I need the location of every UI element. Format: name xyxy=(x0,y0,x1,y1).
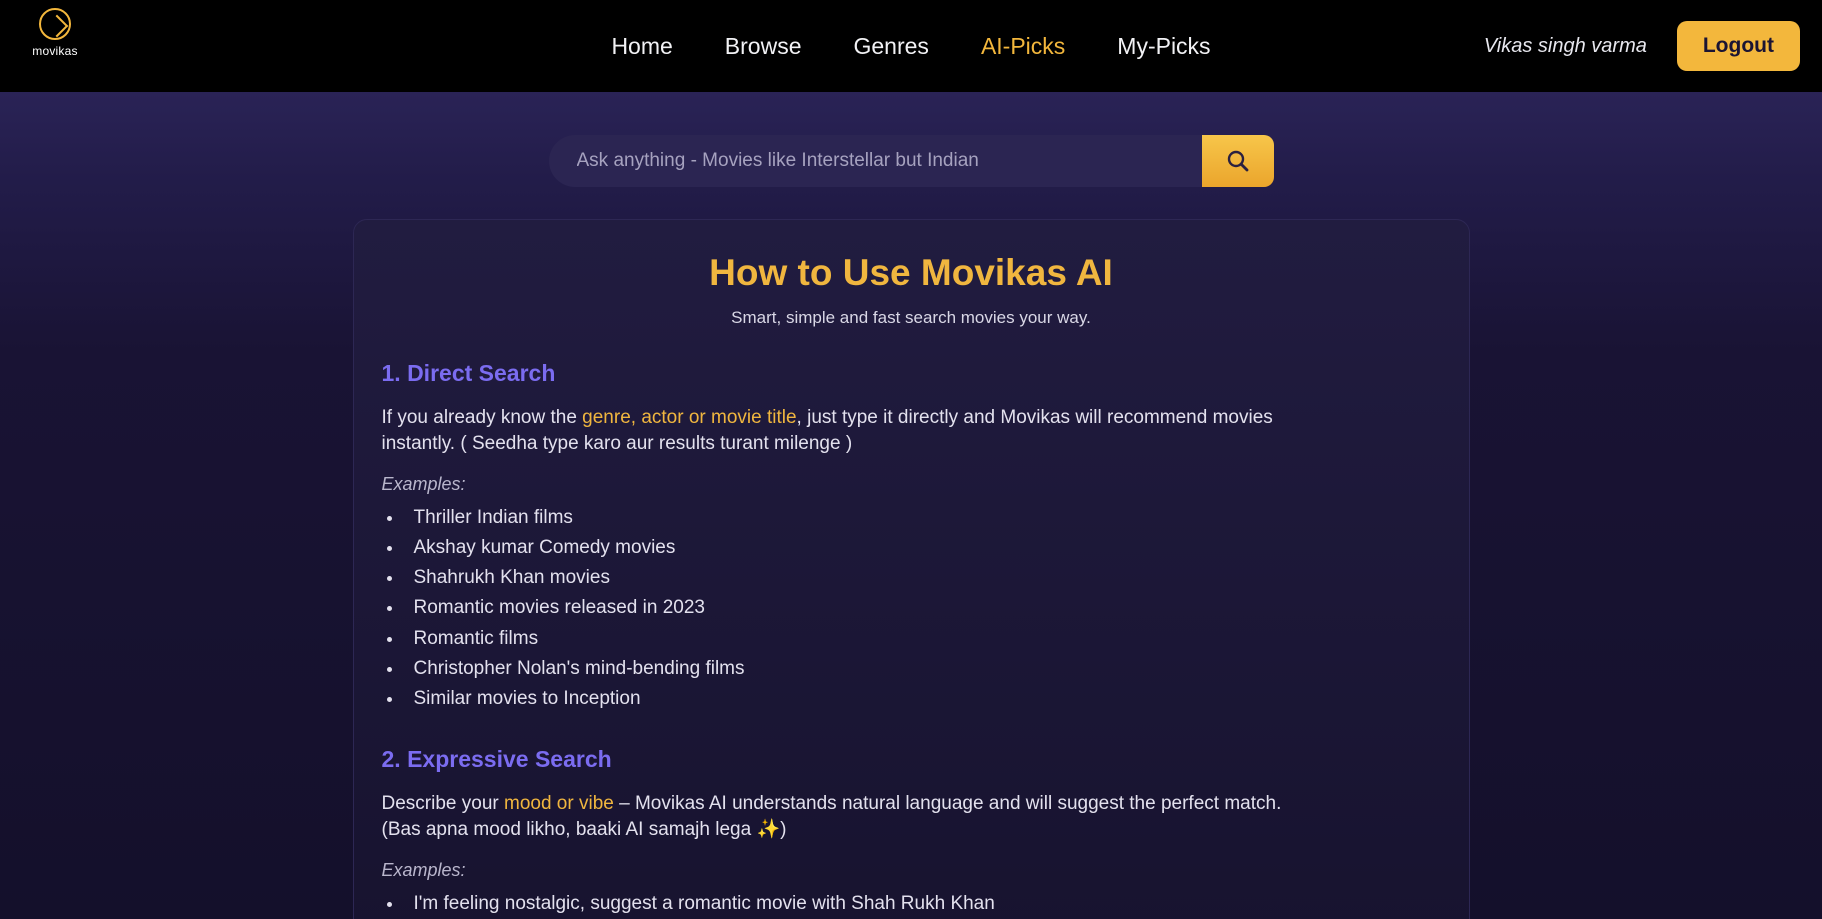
nav-item-home[interactable]: Home xyxy=(611,32,673,59)
examples-label-direct-search: Examples: xyxy=(381,474,466,495)
body-text-before: Describe your xyxy=(381,792,504,814)
examples-list-direct-search xyxy=(404,503,1441,713)
page-title: How to Use Movikas AI xyxy=(709,252,1113,293)
nav-item-genres[interactable]: Genres xyxy=(853,32,929,59)
nav-item-my-picks[interactable]: My-Picks xyxy=(1117,32,1211,59)
examples-label-expressive-search: Examples: xyxy=(381,859,466,880)
account-area xyxy=(1484,21,1800,71)
search-box xyxy=(549,135,1274,187)
how-to-use-card xyxy=(353,219,1470,919)
page-content xyxy=(0,92,1822,919)
page-subtitle: Smart, simple and fast search movies your way. xyxy=(731,308,1091,327)
top-navigation-bar xyxy=(0,0,1822,92)
logout-button[interactable]: Logout xyxy=(1677,21,1800,71)
list-item: • Romantic movies released in 2023 xyxy=(404,593,1441,623)
search-icon xyxy=(1225,148,1251,174)
body-text-highlight: mood or vibe xyxy=(504,792,614,814)
list-item: • Thriller Indian films xyxy=(404,503,1441,533)
nav-item-ai-picks[interactable]: AI-Picks xyxy=(980,32,1066,59)
list-item: • Christopher Nolan's mind-bending films xyxy=(404,654,1441,684)
list-item: • Shahrukh Khan movies xyxy=(404,563,1441,593)
section-body-direct-search xyxy=(382,405,1287,457)
list-item: • Similar movies to Inception xyxy=(404,684,1441,714)
body-text-highlight: genre, actor or movie title xyxy=(582,407,797,428)
section-heading-direct-search: 1. Direct Search xyxy=(381,360,556,386)
list-item: • Akshay kumar Comedy movies xyxy=(404,533,1441,563)
nav-item-browse[interactable]: Browse xyxy=(724,32,802,59)
search-input[interactable] xyxy=(549,135,1202,187)
list-item: • Romantic films xyxy=(404,624,1441,654)
brand-name: movikas xyxy=(32,44,78,58)
examples-list-expressive-search xyxy=(404,889,1441,919)
section-heading-expressive-search: 2. Expressive Search xyxy=(381,745,612,772)
user-name-label: Vikas singh varma xyxy=(1483,34,1647,57)
section-body-expressive-search xyxy=(382,791,1287,843)
search-row xyxy=(0,92,1822,187)
body-text-before: If you already know the xyxy=(381,407,583,428)
search-button[interactable] xyxy=(1202,135,1274,187)
body-text-after: , just type it directly and Movikas will recommend movies instantly. ( Seedha type karo aur results turant milenge ) xyxy=(381,407,1273,455)
list-item: • I'm feeling nostalgic, suggest a romantic movie with Shah Rukh Khan xyxy=(404,889,1441,919)
body-text-after: – Movikas AI understands natural language and will suggest the perfect match. (Bas apna mood likho, baaki AI samajh lega ✨) xyxy=(381,792,1282,840)
